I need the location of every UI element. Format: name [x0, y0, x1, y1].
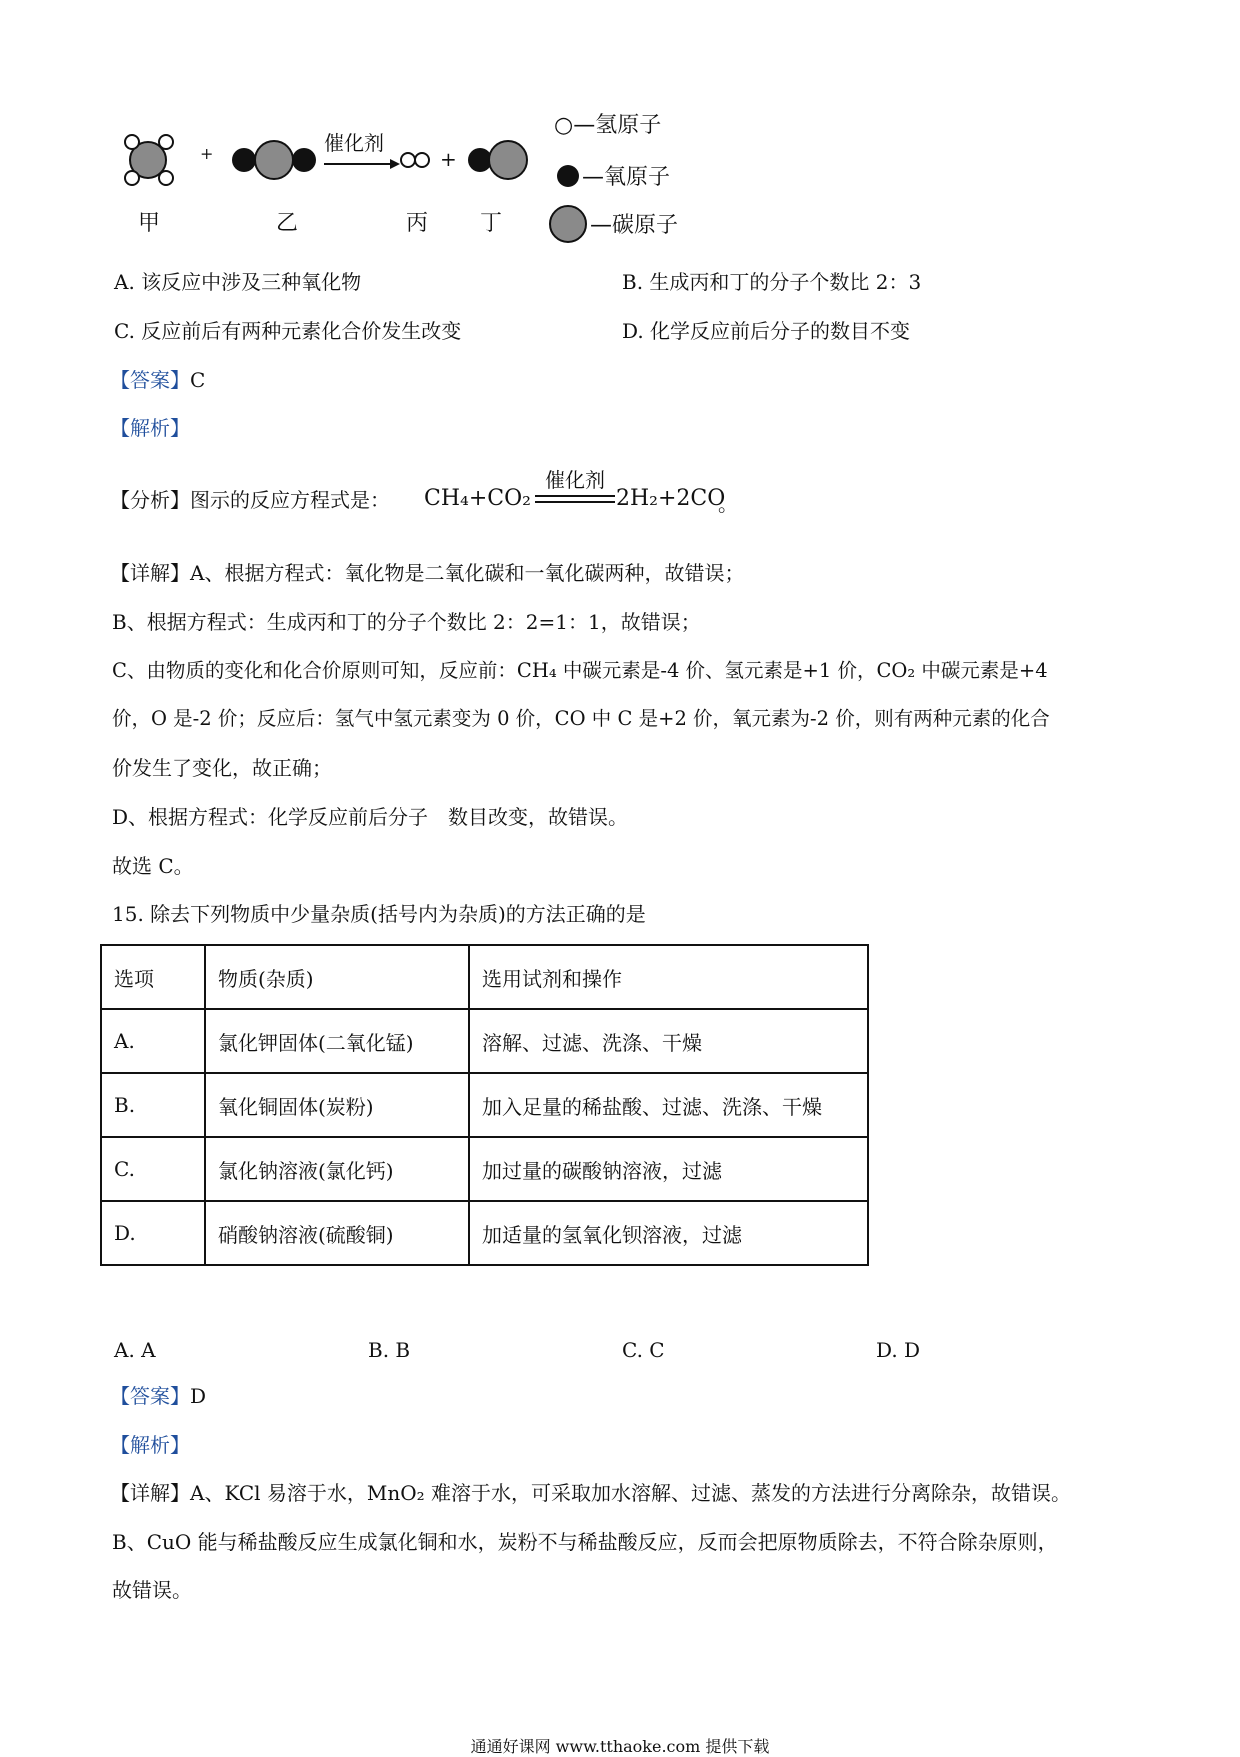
q15-stem: 15. 除去下列物质中少量杂质(括号内为杂质)的方法正确的是: [112, 902, 646, 926]
q15-detail-line-1: [110, 1483, 1071, 1503]
q14-detail-line-4: 价，O 是-2 价；反应后：氢气中氢元素变为 0 价，CO 中 C 是+2 价，氧元素为-2 价，则有两种元素的化合: [112, 707, 1050, 730]
table-cell: 加过量的碳酸钠溶液，过滤: [469, 1137, 868, 1201]
page-footer: 通通好课网 www.tthaoke.com 提供下载: [470, 1737, 770, 1756]
table-header: 选项: [101, 945, 205, 1009]
answer-value: C: [190, 368, 206, 392]
table-header-row: [101, 945, 868, 1009]
detail-tag: 【详解】: [110, 561, 190, 585]
arrow-head: [390, 159, 400, 169]
fenxi-tag: 【分析】: [110, 488, 190, 512]
answer-tag: 【答案】: [110, 1384, 190, 1408]
label-bing: 丙: [406, 211, 429, 236]
legend-carbon-icon: [550, 206, 586, 242]
q14-detail-line-3: C、由物质的变化和化合价原则可知，反应前：CH₄ 中碳元素是-4 价、氢元素是+1 价，CO₂ 中碳元素是+4: [112, 659, 1048, 682]
table-header: 物质(杂质): [205, 945, 469, 1009]
table-cell: 加入足量的稀盐酸、过滤、洗涤、干燥: [469, 1073, 868, 1137]
q15-choice-c: C. C: [622, 1338, 665, 1362]
q14-answer: [110, 370, 205, 390]
table-row: [101, 1073, 868, 1137]
q15-choice-b: B. B: [368, 1338, 411, 1362]
legend-oxygen: —氧原子: [582, 165, 671, 190]
table-row: [101, 1201, 868, 1265]
table-cell: 加适量的氢氧化钡溶液，过滤: [469, 1201, 868, 1265]
label-yi: 乙: [276, 211, 299, 236]
q15-choice-a: A. A: [114, 1338, 156, 1362]
table-cell: 氧化铜固体(炭粉): [205, 1073, 469, 1137]
q14-option-b: B. 生成丙和丁的分子个数比 2：3: [622, 270, 922, 294]
fenxi-text: 图示的反应方程式是：: [190, 488, 390, 512]
label-jia: 甲: [138, 211, 161, 236]
molecule-ding: [468, 141, 527, 179]
equation-end: 。: [718, 492, 738, 516]
plus-sign-2: +: [440, 147, 457, 171]
table-cell: A.: [101, 1009, 205, 1073]
table-row: [101, 1009, 868, 1073]
equation-equals: [535, 495, 615, 503]
equation-condition: [535, 464, 615, 503]
q14-detail-line-6: D、根据方程式：化学反应前后分子 数目改变，故错误。: [112, 805, 629, 829]
q15-detail-line-2: B、CuO 能与稀盐酸反应生成氯化铜和水，炭粉不与稀盐酸反应，反而会把原物质除去，不符合除杂原则，: [112, 1530, 1058, 1554]
q14-fenxi: [110, 490, 390, 510]
detail-tag: 【详解】: [110, 1481, 190, 1505]
arrow-label: 催化剂: [324, 131, 384, 155]
molecule-bing: [401, 153, 429, 167]
q15-detail-line-3: 故错误。: [112, 1578, 192, 1602]
answer-value: D: [190, 1384, 207, 1408]
q14-option-a: A. 该反应中涉及三种氧化物: [114, 270, 362, 294]
table-cell: C.: [101, 1137, 205, 1201]
equation-right: 2H₂+2CO: [616, 486, 726, 511]
q14-option-c: C. 反应前后有两种元素化合价发生改变: [114, 319, 462, 343]
label-ding: 丁: [480, 211, 503, 236]
reaction-diagram: [118, 112, 718, 247]
detail-text: A、KCl 易溶于水，MnO₂ 难溶于水，可采取加水溶解、过滤、蒸发的方法进行分离除杂，故错误。: [190, 1481, 1072, 1505]
table-cell: 氯化钾固体(二氧化锰): [205, 1009, 469, 1073]
equation-catalyst: 催化剂: [545, 468, 605, 492]
legend-carbon: —碳原子: [590, 213, 679, 238]
q14-detail-line-1: [110, 563, 744, 583]
molecule-yi: [232, 141, 316, 179]
q14-analysis-tag: 【解析】: [110, 416, 190, 440]
q15-analysis-tag: 【解析】: [110, 1433, 190, 1457]
table-cell: 氯化钠溶液(氯化钙): [205, 1137, 469, 1201]
legend-hydrogen: ○—氢原子: [554, 113, 662, 138]
plus-sign-1: +: [200, 144, 214, 163]
equation-left: CH₄+CO₂: [424, 486, 531, 511]
q14-option-d: D. 化学反应前后分子的数目不变: [622, 319, 911, 343]
q15-answer: [110, 1386, 206, 1406]
table-cell: D.: [101, 1201, 205, 1265]
detail-text: A、根据方程式：氧化物是二氧化碳和一氧化碳两种，故错误；: [190, 561, 745, 585]
table-cell: 溶解、过滤、洗涤、干燥: [469, 1009, 868, 1073]
table-row: [101, 1137, 868, 1201]
molecule-jia: [125, 135, 173, 185]
answer-tag: 【答案】: [110, 368, 190, 392]
q14-detail-line-2: B、根据方程式：生成丙和丁的分子个数比 2：2=1：1，故错误；: [112, 610, 701, 634]
table-cell: 硝酸钠溶液(硫酸铜): [205, 1201, 469, 1265]
legend-oxygen-icon: [557, 165, 579, 187]
table-header: 选用试剂和操作: [469, 945, 868, 1009]
q14-detail-line-5: 价发生了变化，故正确；: [112, 756, 332, 780]
q15-table: [100, 944, 869, 1266]
table-cell: B.: [101, 1073, 205, 1137]
q15-choice-d: D. D: [876, 1338, 921, 1362]
q14-detail-line-7: 故选 C。: [112, 854, 194, 878]
